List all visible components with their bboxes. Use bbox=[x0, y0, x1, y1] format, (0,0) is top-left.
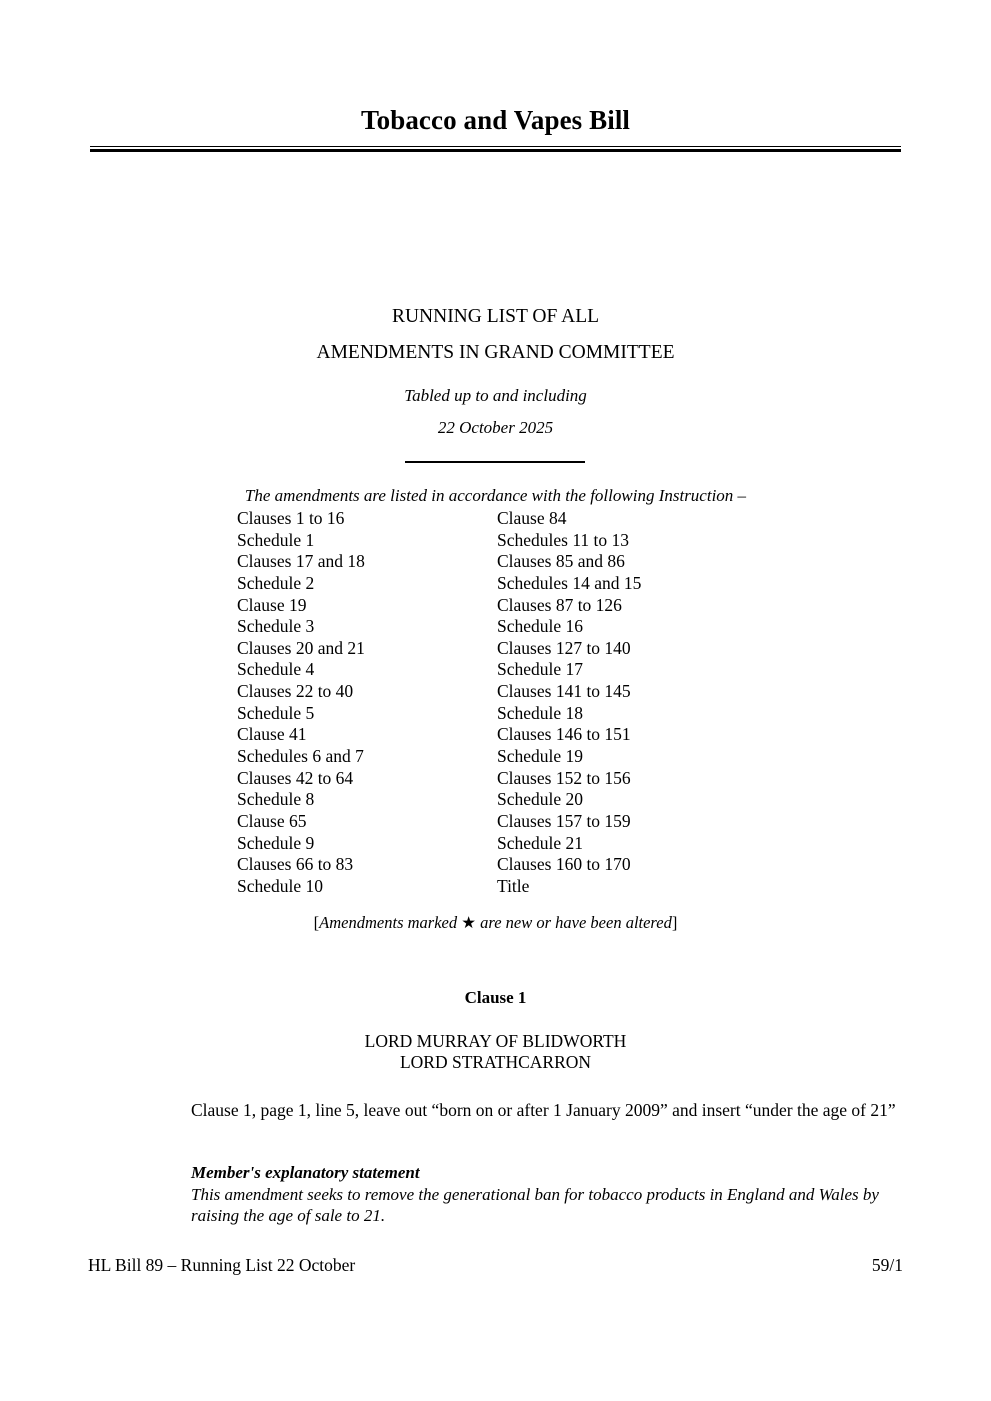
clause-list-row bbox=[237, 595, 757, 617]
title-rule-thick bbox=[90, 149, 901, 152]
amendment-clause-heading: Clause 1 bbox=[464, 988, 527, 1007]
starred-amendments-note bbox=[0, 913, 991, 933]
clause-list-row bbox=[237, 746, 757, 768]
clause-list-item-left: Schedule 10 bbox=[237, 875, 324, 896]
running-list-heading-line-2: AMENDMENTS IN GRAND COMMITTEE bbox=[316, 342, 675, 363]
starred-note-close-bracket: ] bbox=[671, 913, 678, 932]
clause-list-row bbox=[237, 616, 757, 638]
amendment-member-names bbox=[0, 1031, 991, 1073]
clause-list-item-right: Clause 84 bbox=[497, 508, 567, 528]
clause-list-item-right: Schedule 19 bbox=[497, 746, 584, 767]
clause-list-item-right: Clauses 85 and 86 bbox=[497, 551, 625, 572]
explanatory-statement-title: Member's explanatory statement bbox=[191, 1163, 420, 1182]
clause-list-row bbox=[237, 811, 757, 833]
clause-list-item-left: Schedule 3 bbox=[237, 616, 315, 637]
clause-list bbox=[237, 508, 757, 898]
clause-list-item-left: Clause 41 bbox=[237, 724, 307, 745]
explanatory-statement-text: This amendment seeks to remove the generational ban for tobacco products in England and Wales by raising the age of sale to 21. bbox=[191, 1185, 879, 1225]
clause-list-row bbox=[237, 876, 757, 898]
clause-list-item-right: Schedule 17 bbox=[497, 659, 584, 680]
clause-list-item-left: Clauses 20 and 21 bbox=[237, 637, 365, 658]
member-name: LORD STRATHCARRON bbox=[399, 1052, 592, 1072]
starred-note-text-after: are new or have been altered bbox=[476, 913, 672, 932]
title-double-rule bbox=[90, 146, 901, 152]
page-title: Tobacco and Vapes Bill bbox=[360, 105, 631, 135]
clause-list-item-left: Clauses 22 to 40 bbox=[237, 681, 354, 702]
clause-list-item-right: Schedule 16 bbox=[497, 616, 584, 637]
clause-list-row bbox=[237, 768, 757, 790]
clause-list-item-left: Schedule 4 bbox=[237, 659, 315, 680]
clause-list-item-right: Clauses 146 to 151 bbox=[497, 724, 631, 745]
clause-list-item-right: Schedule 20 bbox=[497, 789, 584, 810]
clause-list-row bbox=[237, 551, 757, 573]
clause-list-item-left: Clauses 42 to 64 bbox=[237, 767, 354, 788]
member-name: LORD MURRAY OF BLIDWORTH bbox=[364, 1031, 627, 1051]
clause-list-row bbox=[237, 833, 757, 855]
starred-note-text-before: Amendments marked bbox=[319, 913, 462, 932]
clause-list-item-left: Schedule 1 bbox=[237, 529, 315, 550]
clause-list-item-left: Schedule 9 bbox=[237, 832, 315, 853]
clause-list-row bbox=[237, 530, 757, 552]
clause-list-item-left: Clauses 1 to 16 bbox=[237, 508, 345, 528]
clause-list-row bbox=[237, 789, 757, 811]
tabled-date: 22 October 2025 bbox=[437, 418, 554, 437]
clause-list-item-left: Schedules 6 and 7 bbox=[237, 746, 364, 767]
running-list-heading-line-1: RUNNING LIST OF ALL bbox=[391, 306, 600, 327]
clause-list-row bbox=[237, 724, 757, 746]
clause-list-item-left: Clause 19 bbox=[237, 594, 307, 615]
clause-list-item-right: Schedules 11 to 13 bbox=[497, 529, 630, 550]
section-divider-rule bbox=[405, 461, 585, 463]
page-footer bbox=[88, 1255, 903, 1276]
clause-list-item-left: Clauses 66 to 83 bbox=[237, 854, 354, 875]
starred-note-open-bracket: [ bbox=[313, 913, 320, 932]
clause-list-item-left: Clauses 17 and 18 bbox=[237, 551, 365, 572]
clause-list-row bbox=[237, 659, 757, 681]
clause-list-item-right: Clauses 160 to 170 bbox=[497, 854, 631, 875]
clause-list-item-right: Schedules 14 and 15 bbox=[497, 572, 642, 593]
clause-list-row bbox=[237, 573, 757, 595]
clause-list-item-right: Clauses 87 to 126 bbox=[497, 594, 622, 615]
star-icon: ★ bbox=[461, 913, 477, 932]
clause-list-item-left: Schedule 8 bbox=[237, 789, 315, 810]
clause-list-row bbox=[237, 854, 757, 876]
footer-bill-reference: HL Bill 89 – Running List 22 October bbox=[88, 1255, 356, 1275]
clause-list-row bbox=[237, 638, 757, 660]
clause-list-item-left: Schedule 2 bbox=[237, 572, 315, 593]
clause-list-item-right: Schedule 18 bbox=[497, 702, 584, 723]
clause-list-row bbox=[237, 703, 757, 725]
amendment-text: Clause 1, page 1, line 5, leave out “born on or after 1 January 2009” and insert “under the age of 21” bbox=[191, 1100, 896, 1120]
clause-list-row bbox=[237, 508, 757, 530]
clause-list-row bbox=[237, 681, 757, 703]
clause-list-item-right: Schedule 21 bbox=[497, 832, 584, 853]
instruction-line: The amendments are listed in accordance with the following Instruction – bbox=[244, 486, 747, 505]
footer-page-number: 59/1 bbox=[871, 1255, 903, 1275]
clause-list-item-right: Clauses 141 to 145 bbox=[497, 681, 631, 702]
clause-list-item-left: Clause 65 bbox=[237, 810, 307, 831]
tabled-label: Tabled up to and including bbox=[404, 386, 587, 405]
clause-list-item-left: Schedule 5 bbox=[237, 702, 315, 723]
clause-list-item-right: Title bbox=[497, 875, 530, 896]
clause-list-item-right: Clauses 152 to 156 bbox=[497, 767, 631, 788]
clause-list-item-right: Clauses 127 to 140 bbox=[497, 637, 631, 658]
clause-list-item-right: Clauses 157 to 159 bbox=[497, 810, 631, 831]
